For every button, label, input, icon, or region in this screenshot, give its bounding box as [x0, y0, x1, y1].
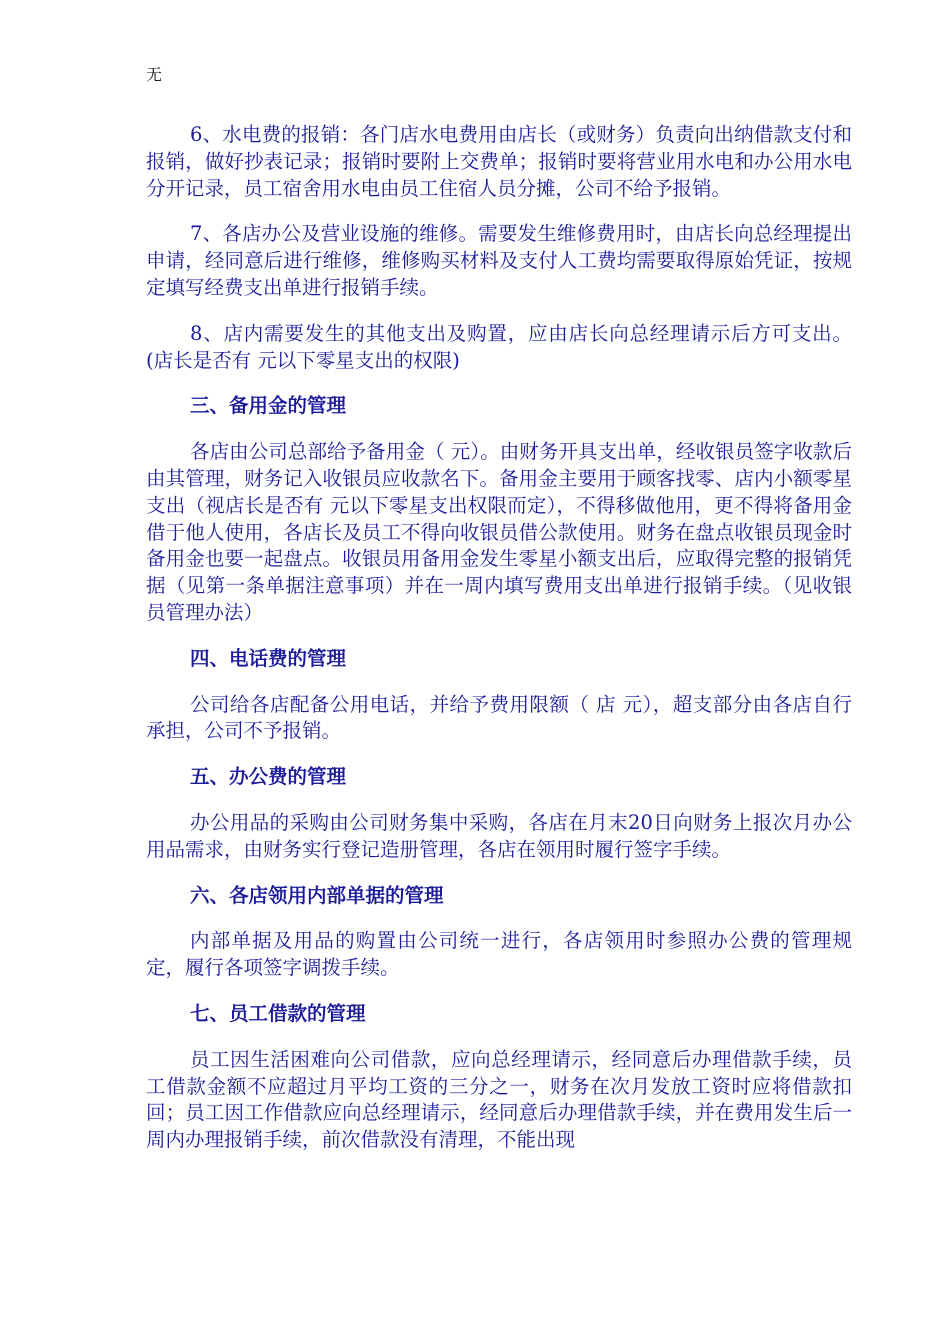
- paragraph-internal-forms: 内部单据及用品的购置由公司统一进行，各店领用时参照办公费的管理规定，履行各项签字调拨手续。: [146, 929, 852, 980]
- paragraph-other-expenses: 8、店内需要发生的其他支出及购置，应由店长向总经理请示后方可支出。(店长是否有 元以下零星支出的权限): [146, 321, 852, 372]
- paragraph-maintenance: 7、各店办公及营业设施的维修。需要发生维修费用时，由店长向总经理提出申请，经同意后进行维修，维修购买材料及支付人工费均需要取得原始凭证，按规定填写经费支出单进行报销手续。: [146, 222, 852, 299]
- document-body: [146, 122, 852, 1173]
- section-heading-petty-cash: 三、备用金的管理: [190, 394, 347, 418]
- page-header: 无: [146, 65, 163, 84]
- section-heading-loans: 七、员工借款的管理: [190, 1001, 366, 1025]
- section-heading-phone: 四、电话费的管理: [190, 646, 347, 670]
- section-heading-internal-forms: 六、各店领用内部单据的管理: [190, 883, 444, 907]
- section-heading-office: 五、办公费的管理: [190, 765, 347, 789]
- paragraph-utilities: 6、水电费的报销：各门店水电费用由店长（或财务）负责向出纳借款支付和报销，做好抄表记录；报销时要附上交费单；报销时要将营业用水电和办公用水电分开记录，员工宿舍用水电由员工住宿人员分摊，公司不给予报销。: [146, 123, 852, 200]
- paragraph-loans: 员工因生活困难向公司借款，应向总经理请示，经同意后办理借款手续，员工借款金额不应超过月平均工资的三分之一，财务在次月发放工资时应将借款扣回；员工因工作借款应向总经理请示，经同意后办理借款手续，并在费用发生后一周内办理报销手续，前次借款没有清理，不能出现: [146, 1047, 852, 1152]
- paragraph-office: 办公用品的采购由公司财务集中采购，各店在月末20日向财务上报次月办公用品需求，由财务实行登记造册管理，各店在领用时履行签字手续。: [146, 810, 852, 861]
- paragraph-petty-cash: 各店由公司总部给予备用金（ 元）。由财务开具支出单，经收银员签字收款后由其管理，财务记入收银员应收款名下。备用金主要用于顾客找零、店内小额零星支出（视店长是否有 元以下零星支出权限而定），不得移做他用，更不得将备用金借于他人使用，各店长及员工不得向收银员借公款使用。财务在盘点收银员现金时备用金也要一起盘点。收银员用备用金发生零星小额支出后，应取得完整的报销凭据（见第一条单据注意事项）并在一周内填写费用支出单进行报销手续。（见收银员管理办法）: [146, 440, 852, 624]
- paragraph-phone: 公司给各店配备公用电话，并给予费用限额（ 店 元），超支部分由各店自行承担，公司不予报销。: [146, 692, 852, 743]
